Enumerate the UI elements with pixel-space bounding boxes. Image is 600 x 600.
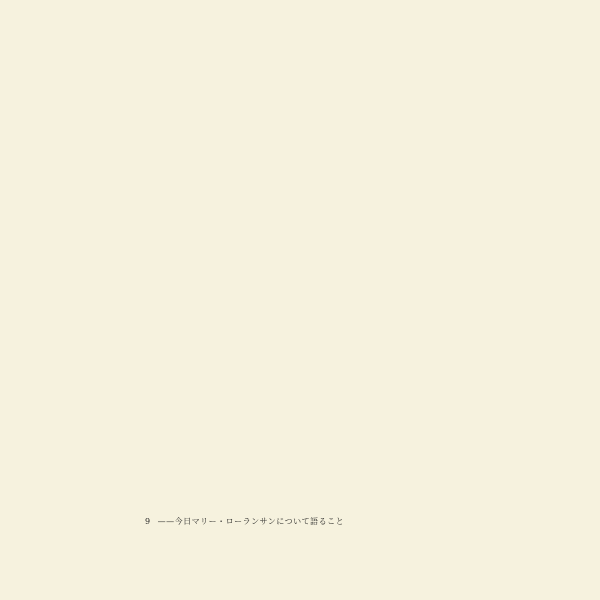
page-number: 9 (145, 517, 151, 526)
running-title: ——今日マリー・ローランサンについて語ること (157, 517, 345, 526)
page-footer (145, 516, 344, 527)
